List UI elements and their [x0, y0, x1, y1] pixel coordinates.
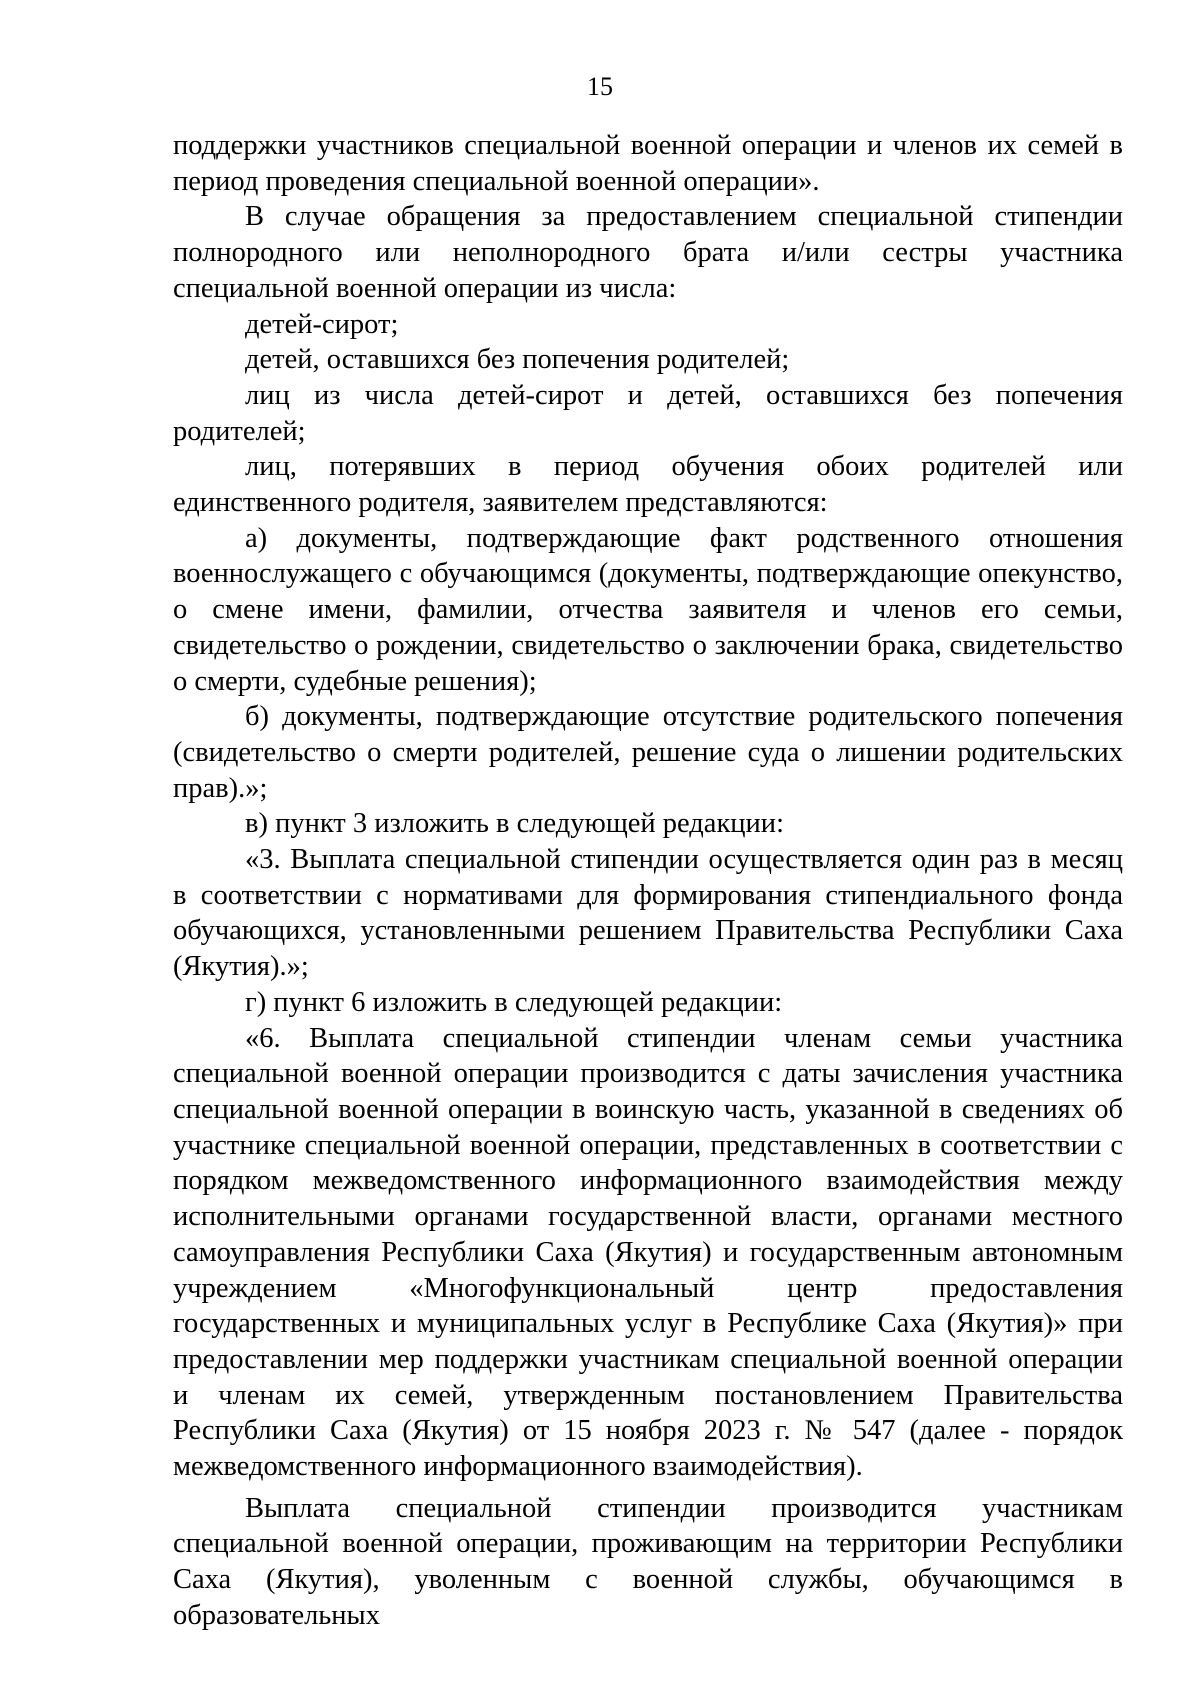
page-number: 15 [587, 72, 613, 101]
document-body [173, 128, 1123, 1634]
clause-3-text: «3. Выплата специальной стипендии осуществляется один раз в месяц в соответствии с нормативами для формирования стипендиального фонда обучающихся, установленными решением Правительства Республики Саха (Якутия).»; [173, 844, 1123, 983]
list-item-b-documents: б) документы, подтверждающие отсутствие родительского попечения (свидетельство о смерти родителей, решение суда о лишении родительских прав).»; [173, 701, 1123, 804]
list-item-lost-parents: лиц, потерявших в период обучения обоих родителей или единственного родителя, заявителем представляются: [173, 451, 1123, 519]
list-item-without-care: детей, оставшихся без попечения родителей; [245, 344, 790, 376]
clause-6-text: «6. Выплата специальной стипендии членам семьи участника специальной военной операции производится с даты зачисления участника специальной военной операции в воинскую часть, указанной в сведениях об участнике специальной военной операции, представленных в соответствии с порядком межведомственного информационного взаимодействия между исполнительными органами государственной власти, органами местного самоуправления Республики Саха (Якутия) и государственным автономным учреждением «Многофункциональный центр предоставления государственных и муниципальных услуг в Республике Саха (Якутия)» при предоставлении мер поддержки участникам специальной военной операции и членам их семей, утвержденным постановлением Правительства Республики Саха (Якутия) от 15 ноября 2023 г. № 547 (далее - порядок межведомственного информационного взаимодействия). [173, 1022, 1123, 1483]
amendment-v-heading: в) пункт 3 изложить в следующей редакции: [245, 808, 784, 840]
amendment-g-heading: г) пункт 6 изложить в следующей редакции: [245, 986, 783, 1018]
list-item-a-documents: а) документы, подтверждающие факт родственного отношения военнослужащего с обучающимся (документы, подтверждающие опекунство, о смене имени, фамилии, отчества заявителя и членов его семьи, свидетельство о рождении, свидетельство о заключении брака, свидетельство о смерти, судебные решения); [173, 522, 1123, 697]
paragraph-payment-discharged: Выплата специальной стипендии производится участникам специальной военной операции, проживающим на территории Республики Саха (Якутия), уволенным с военной службы, обучающимся в образовательных [173, 1492, 1123, 1631]
list-item-orphans: детей-сирот; [245, 308, 399, 340]
paragraph-continuation: поддержки участников специальной военной операции и членов их семей в период проведения специальной военной операции». [173, 130, 1123, 197]
paragraph-case-intro: В случае обращения за предоставлением специальной стипендии полнородного или неполнородного брата и/или сестры участника специальной военной операции из числа: [173, 201, 1123, 304]
list-item-persons-from-orphans: лиц из числа детей-сирот и детей, оставшихся без попечения родителей; [173, 379, 1123, 447]
